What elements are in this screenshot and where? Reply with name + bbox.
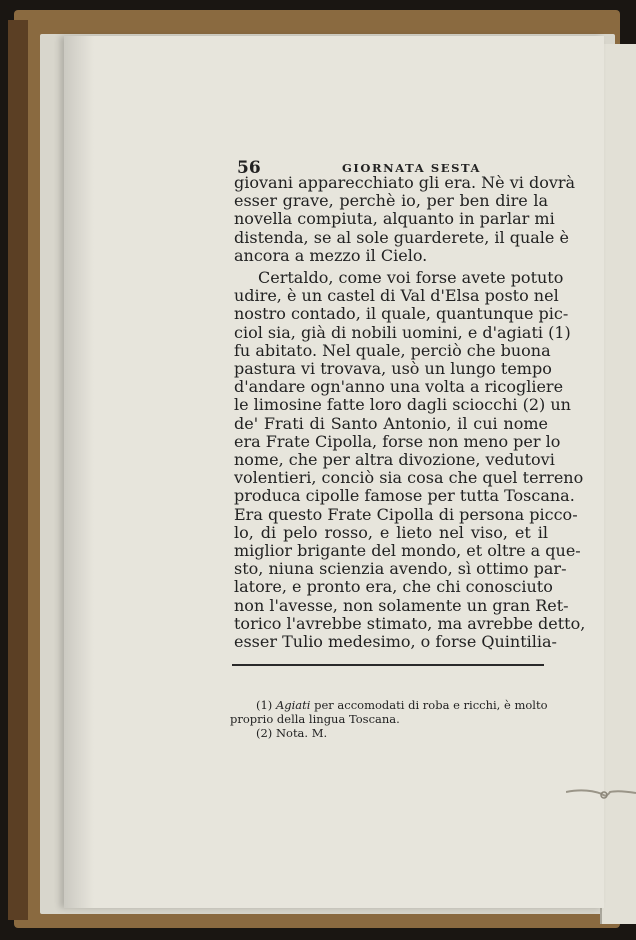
text-line: udire, è un castel di Val d'Elsa posto nel — [234, 286, 559, 306]
text-line: miglior brigante del mondo, et oltre a que- — [234, 541, 581, 561]
text-line: giovani apparecchiato gli era. Nè vi dovrà — [234, 173, 576, 192]
text-line: esser grave, perchè io, per ben dire la — [234, 191, 548, 211]
bookmark-string-icon — [566, 786, 636, 800]
footnote-1-term: Agiati — [275, 698, 311, 712]
running-head: GIORNATA SESTA — [342, 161, 482, 175]
text-line: ciol sia, già di nobili uomini, e d'agiati (1) — [234, 322, 571, 342]
footnote-1-continuation: proprio della lingua Toscana. — [230, 712, 400, 726]
text-line-paragraph-start: Certaldo, come voi forse avete potuto — [258, 268, 564, 288]
text-line: non l'avesse, non solamente un gran Ret- — [234, 595, 569, 615]
footnotes — [230, 698, 548, 740]
text-line: era Frate Cipolla, forse non meno per lo — [234, 431, 561, 451]
text-line: nostro contado, il quale, quantunque pic- — [234, 304, 569, 324]
text-line: fu abitato. Nel quale, perciò che buona — [234, 340, 551, 360]
text-line: nome, che per altra divozione, vedutovi — [234, 450, 555, 470]
footnote-2-text: Nota. M. — [275, 726, 328, 740]
text-line: torico l'avrebbe stimato, ma avrebbe detto, — [234, 613, 586, 633]
text-line-paragraph-end: ancora a mezzo il Cielo. — [234, 245, 428, 265]
book-spine-edge — [8, 20, 28, 920]
footnote-2-marker: (2) — [256, 726, 273, 740]
footnote-2 — [230, 726, 548, 740]
text-line: lo, di pelo rosso, e lieto nel viso, et il — [234, 522, 548, 542]
text-line: esser Tulio medesimo, o forse Quintilia- — [234, 632, 557, 652]
text-line: pastura vi trovava, usò un lungo tempo — [234, 359, 552, 379]
text-line: Era questo Frate Cipolla di persona picco- — [234, 504, 578, 524]
page-number: 56 — [237, 158, 261, 178]
text-line: latore, e pronto era, che chi conosciuto — [234, 577, 553, 597]
text-line: d'andare ogn'anno una volta a ricogliere — [234, 377, 564, 397]
text-line: le limosine fatte loro dagli sciocchi (2) un — [234, 395, 571, 415]
gutter-shadow — [64, 36, 94, 908]
text-line: produca cipolle famose per tutta Toscana. — [234, 486, 575, 506]
footnote-divider — [232, 664, 544, 666]
footnote-1-marker: (1) — [256, 698, 273, 712]
footnote-1-text: per accomodati di roba e ricchi, è molto — [314, 698, 548, 712]
text-line: sto, niuna scienzia avendo, sì ottimo par- — [234, 559, 567, 579]
text-line: distenda, se al sole guarderete, il quale è — [234, 227, 569, 247]
footnote-1 — [230, 698, 548, 712]
text-line: volentieri, conciò sia cosa che quel terreno — [234, 468, 584, 488]
body-text — [234, 173, 586, 652]
text-line: de' Frati di Santo Antonio, il cui nome — [234, 413, 548, 433]
text-line: novella compiuta, alquanto in parlar mi — [234, 209, 555, 229]
